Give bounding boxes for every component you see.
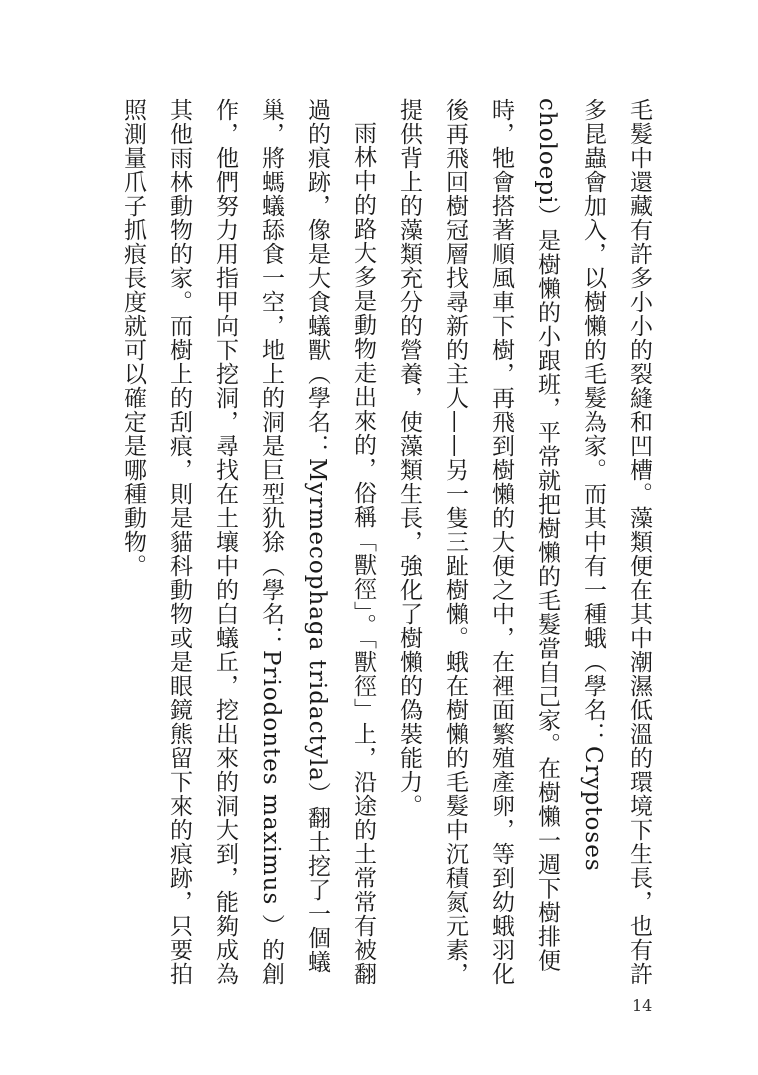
paragraph-1: 毛髮中還藏有許多小小的裂縫和凹槽。藻類便在其中潮濕低溫的環境下生長，也有許多昆蟲會加入，以樹懶的毛髮為家。而其中有一種蛾（學名：Cryptoses choloepi）是樹懶的小跟班，平常就把樹懶的毛髮當自己家。在樹懶一週下樹排便時，牠會搭著順風車下樹，再飛到樹懶的大便之中，在裡面繁殖產卵，等到幼蛾羽化後再飛回樹冠層找尋新的主人——另一隻三趾樹懶。蛾在樹懶的毛髮中沉積氮元素，提供背上的藻類充分的營養，使藻類生長，強化了樹懶的偽裝能力。 bbox=[396, 98, 652, 986]
vertical-text-body bbox=[82, 98, 662, 998]
paragraph-2: 雨林中的路大多是動物走出來的，俗稱「獸徑」。「獸徑」上，沿途的土常常有被翻過的痕跡，像是大食蟻獸（學名：Myrmecophaga tridactyla）翻土挖了一個蟻巢，將螞蟻舔食一空，地上的洞是巨型犰狳（學名：Priodontes maximus ）的創作，他們努力用指甲向下挖洞，尋找在土壤中的白蟻丘，挖出來的洞大到，能夠成為其他雨林動物的家。而樹上的刮痕，則是貓科動物或是眼鏡熊留下來的痕跡，只要拍照測量爪子抓痕長度就可以確定是哪種動物。 bbox=[120, 98, 376, 986]
page-number: 14 bbox=[632, 996, 653, 1015]
